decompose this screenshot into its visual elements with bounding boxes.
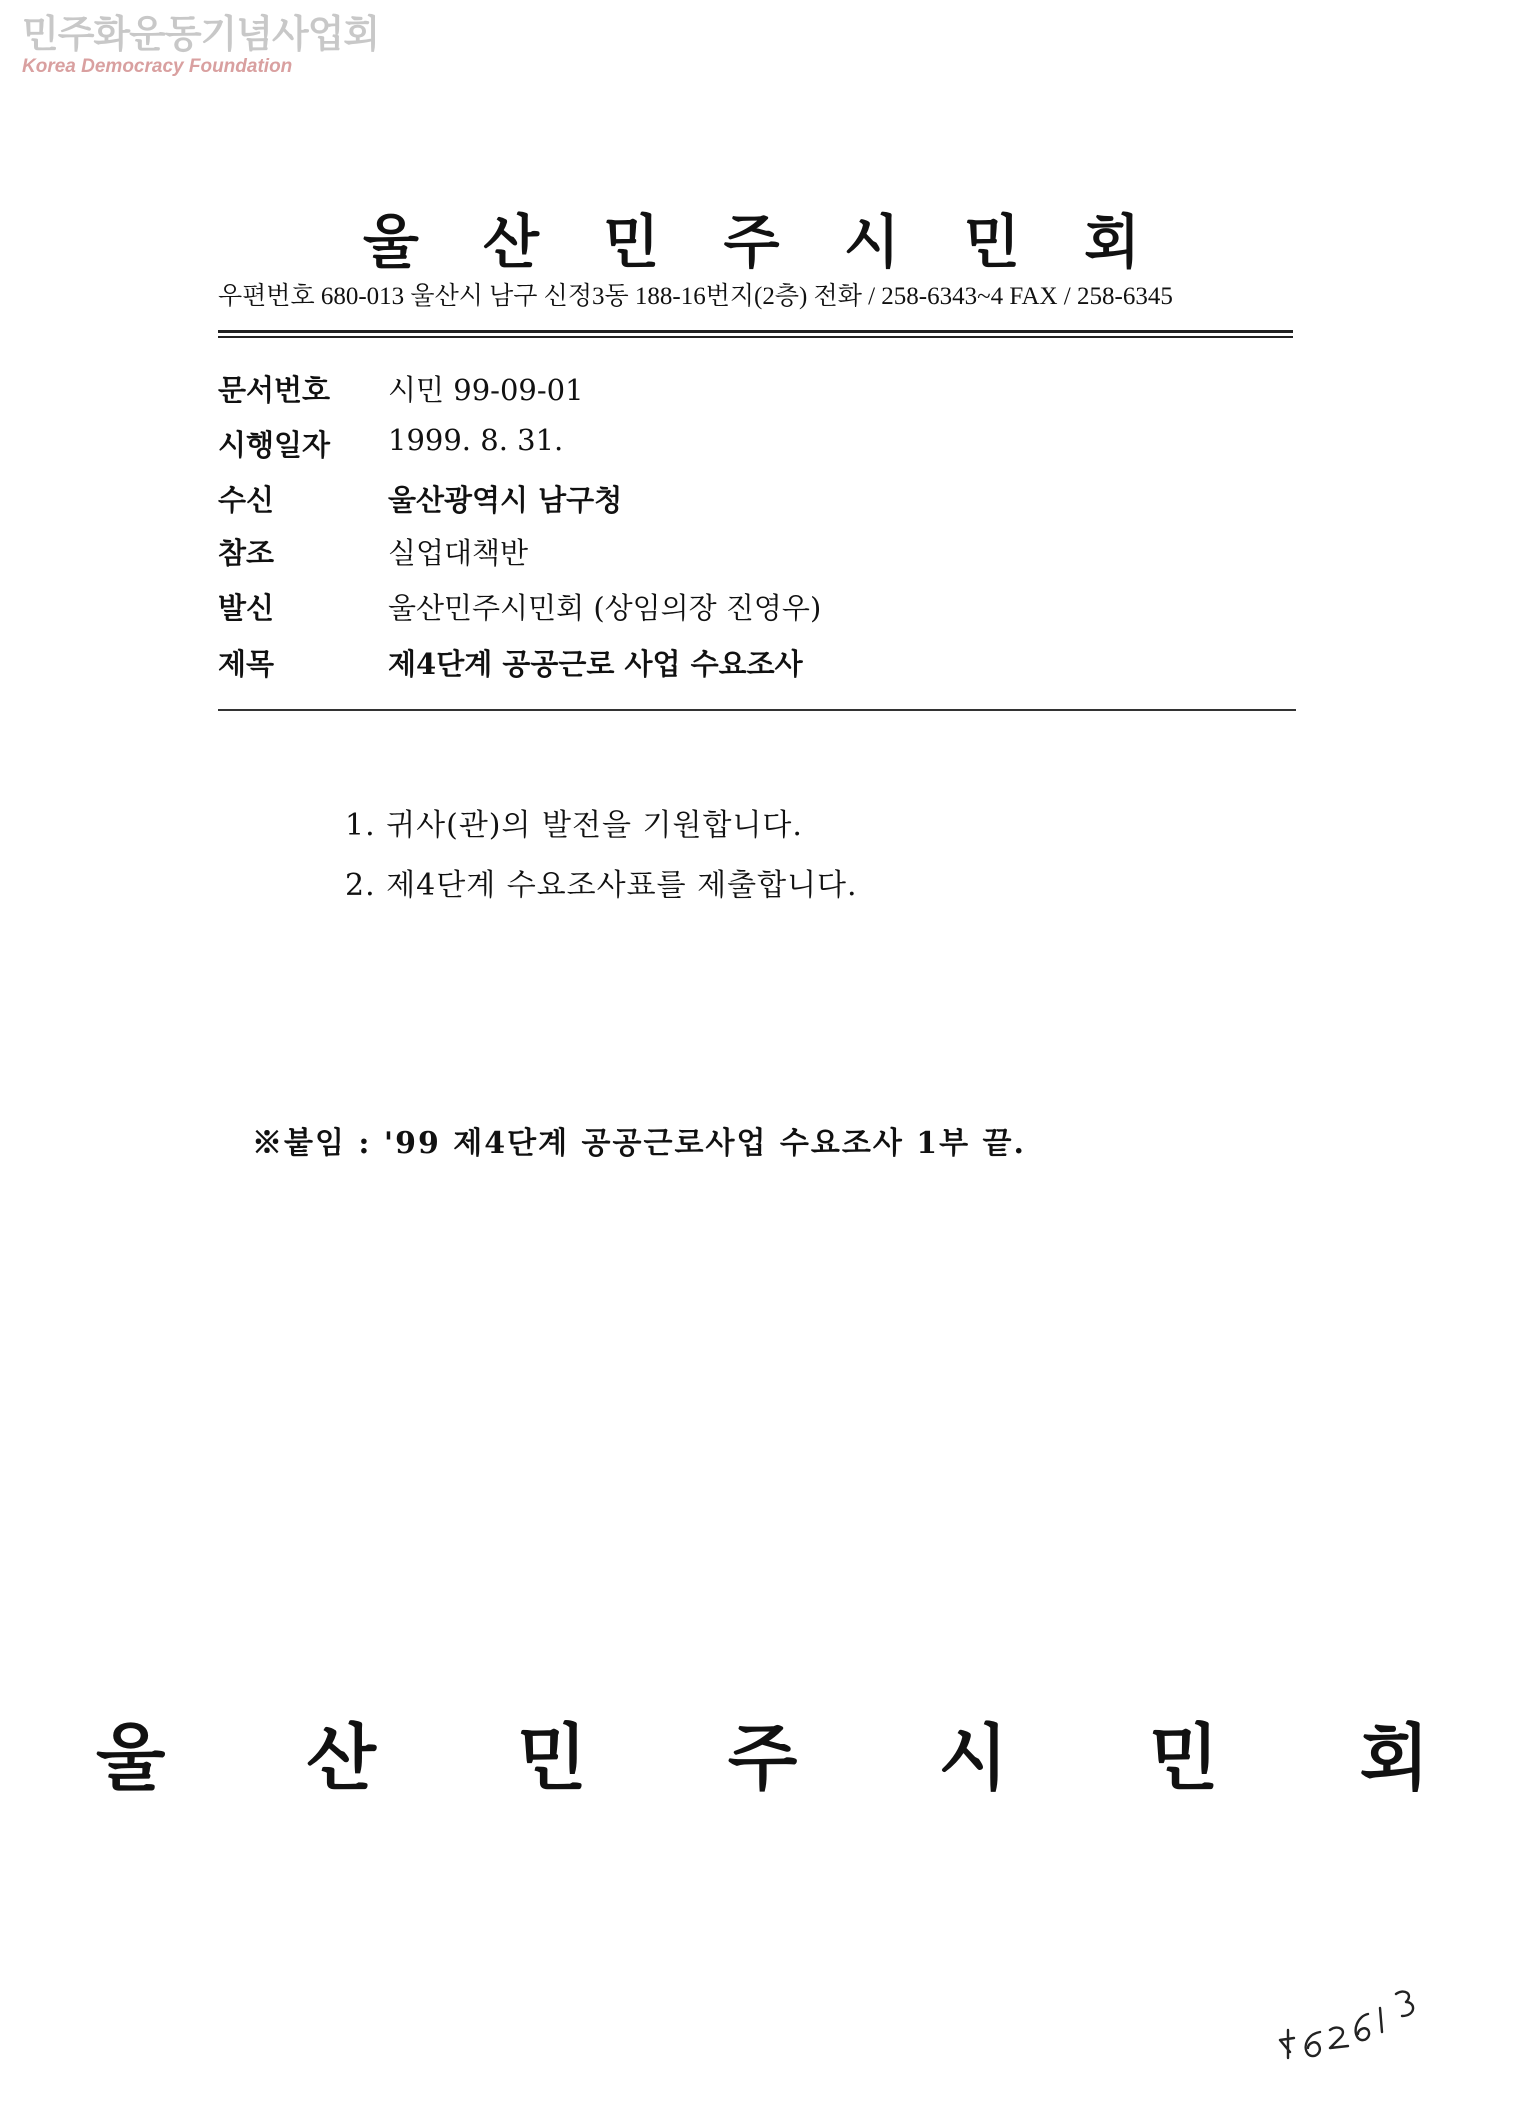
attachment-note: ※붙임 : '99 제4단계 공공근로사업 수요조사 1부 끝.	[252, 1126, 1026, 1161]
watermark-logo	[22, 14, 379, 79]
field-value: 시민 99-09-01	[388, 373, 584, 407]
watermark-english: Korea Democracy Foundation	[22, 55, 293, 77]
body-line-2: 2. 제4단계 수요조사표를 제출합니다.	[345, 868, 858, 903]
letterhead-title: 울 산 민 주 시 민 회	[362, 208, 1163, 276]
header-rule-bottom	[218, 336, 1293, 338]
field-label: 수신	[218, 483, 275, 517]
field-value: 실업대책반	[388, 536, 529, 570]
field-value: 제4단계 공공근로 사업 수요조사	[388, 647, 803, 681]
field-value: 울산민주시민회 (상임의장 진영우)	[388, 591, 822, 625]
field-label: 발신	[218, 591, 275, 625]
letterhead-address: 우편번호 680-013 울산시 남구 신정3동 188-16번지(2층) 전화 / 258-6343~4 FAX / 258-6345	[218, 283, 1173, 310]
handwritten-number	[1272, 1980, 1432, 2070]
header-rule-top	[218, 330, 1293, 333]
field-value: 1999. 8. 31.	[388, 423, 564, 457]
footer-seal-title: 울 산 민 주 시 민 회	[95, 1715, 1488, 1800]
field-value: 울산광역시 남구청	[388, 483, 623, 517]
fields-rule	[218, 709, 1296, 711]
field-label: 참조	[218, 536, 275, 570]
field-label: 문서번호	[218, 373, 331, 407]
field-label: 제목	[218, 647, 275, 681]
body-line-1: 1. 귀사(관)의 발전을 기원합니다.	[345, 808, 803, 843]
watermark-korean: 민주화운동기념사업회	[22, 12, 380, 56]
field-label: 시행일자	[218, 428, 331, 462]
